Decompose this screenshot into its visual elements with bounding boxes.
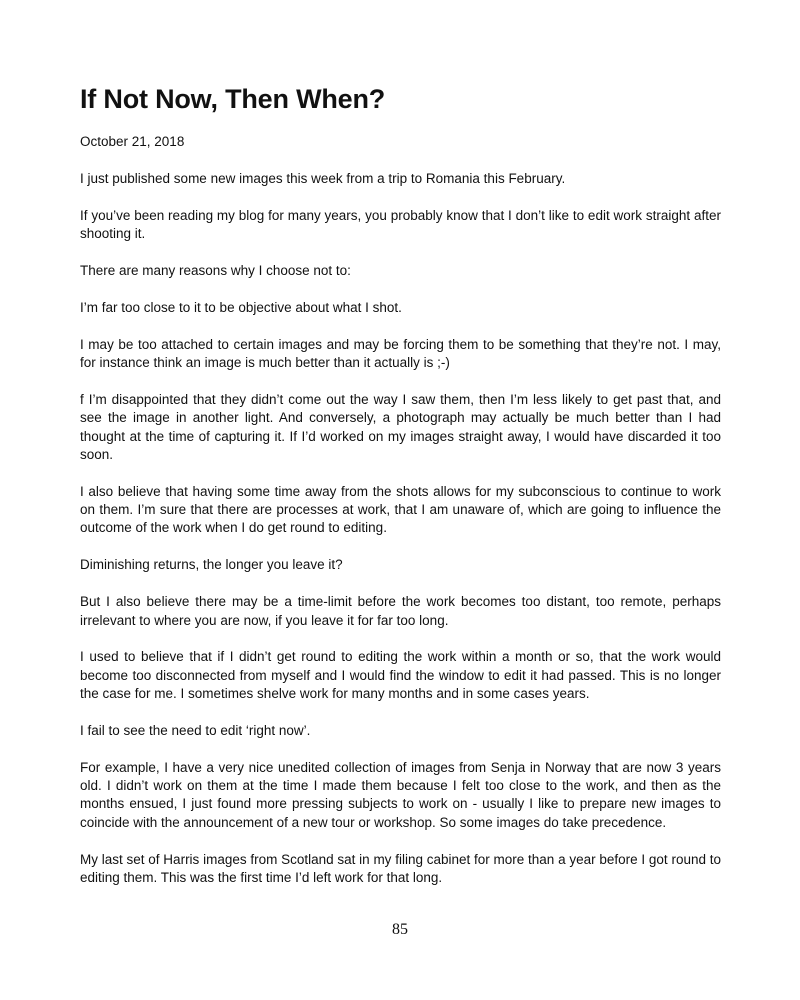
paragraph-8: Diminishing returns, the longer you leave it?: [80, 557, 343, 573]
paragraph-12: For example, I have a very nice unedited collection of images from Senja in Norway that are now 3 years old. I didn’t work on them at the time I made them because I felt too close to the work, and then as the months ensued, I just found more pressing subjects to work on - usually I like to prepare new images to coincide with the announcement of a new tour or workshop. So some images do take precedence.: [80, 759, 721, 830]
paragraph-6: f I’m disappointed that they didn’t come out the way I saw them, then I’m less likely to get past that, and see the image in another light. And conversely, a photograph may actually be much better than I had thought at the time of capturing it. If I’d worked on my images straight away, I would have discarded it too soon.: [80, 392, 721, 462]
paragraph-10: I used to believe that if I didn’t get round to editing the work within a month or so, that the work would become too disconnected from myself and I would find the window to edit it had passed. This is no longer the case for me. I sometimes shelve work for many months and in some cases years.: [80, 649, 721, 701]
paragraph-11: I fail to see the need to edit ‘right now’.: [80, 722, 311, 738]
page-number: 85: [392, 921, 408, 938]
paragraph-7: I also believe that having some time away from the shots allows for my subconscious to continue to work on them. I’m sure that there are processes at work, that I am unaware of, which are going to influence the outcome of the work when I do get round to editing.: [80, 483, 721, 536]
paragraph-2: If you’ve been reading my blog for many years, you probably know that I don’t like to edit work straight after shooting it.: [80, 207, 721, 242]
paragraph-13: My last set of Harris images from Scotland sat in my filing cabinet for more than a year before I got round to editing them. This was the first time I’d left work for that long.: [80, 851, 721, 885]
paragraph-1: I just published some new images this week from a trip to Romania this February.: [80, 171, 566, 186]
paragraph-4: I’m far too close to it to be objective about what I shot.: [80, 299, 402, 315]
paragraph-3: There are many reasons why I choose not to:: [80, 263, 351, 279]
article-date: October 21, 2018: [80, 134, 185, 149]
paragraph-5: I may be too attached to certain images and may be forcing them to be something that they’re not. I may, for instance think an image is much better than it actually is ;-): [80, 336, 721, 371]
paragraph-9: But I also believe there may be a time-limit before the work becomes too distant, too remote, perhaps irrelevant to where you are now, if you leave it for far too long.: [80, 594, 721, 628]
page-content: [80, 82, 721, 906]
article-title: If Not Now, Then When?: [80, 84, 386, 114]
